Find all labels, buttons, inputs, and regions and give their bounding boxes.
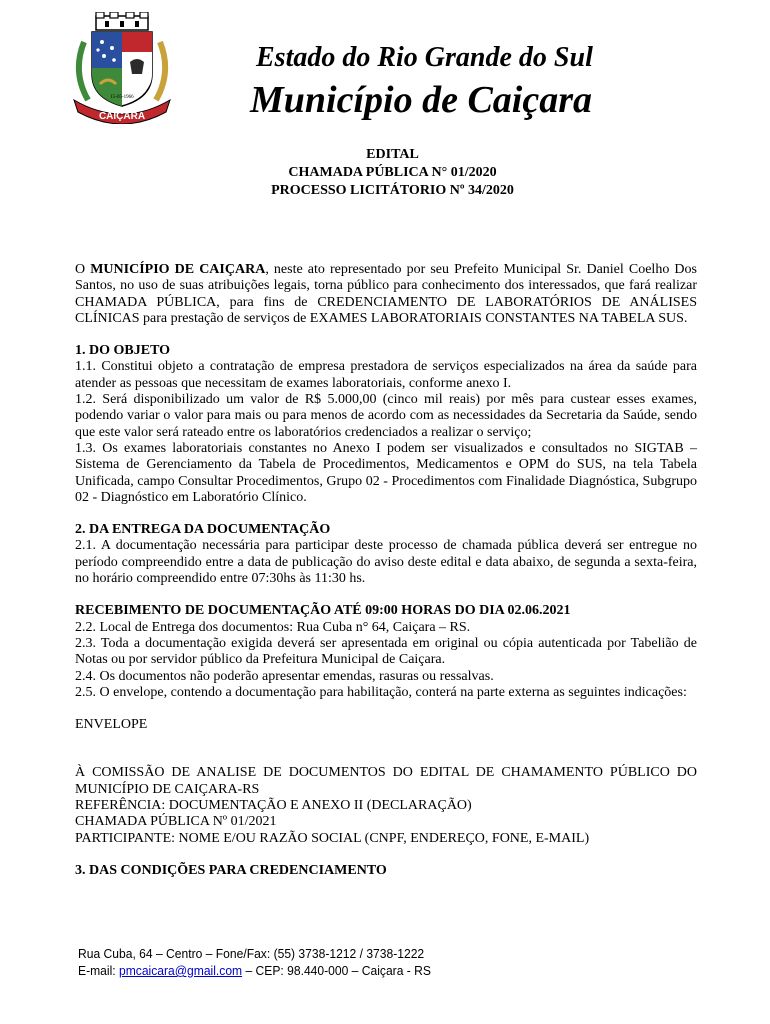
document-heading — [0, 146, 770, 200]
page-footer — [78, 945, 431, 979]
footer-email-label: E-mail: — [78, 963, 119, 978]
section-1-title: 1. DO OBJETO — [75, 343, 171, 359]
receipt-deadline: RECEBIMENTO DE DOCUMENTAÇÃO ATÉ 09:00 HORAS DO DIA 02.06.2021 — [75, 603, 571, 619]
mural-crown-icon — [96, 12, 148, 30]
edital-label: EDITAL — [366, 147, 419, 162]
intro-paragraph — [75, 262, 697, 327]
chamada-publica-number: CHAMADA PÚBLICA N° 01/2020 — [288, 165, 497, 180]
intro-prefix: O — [75, 262, 91, 277]
item-2-1: 2.1. A documentação necessária para participar deste processo de chamada pública deverá ser entregue no período compreendido entre a data de publicação do aviso deste edital e data abaixo, de segunda a sexta-feira, no horário compreendido entre 07:30hs às 11:30 hs. — [75, 538, 697, 587]
crest-ribbon-text: CAIÇARA — [98, 111, 146, 122]
envelope-line-4: PARTICIPANTE: NOME E/OU RAZÃO SOCIAL (CNPF, ENDEREÇO, FONE, E-MAIL) — [75, 830, 590, 846]
footer-email-link[interactable]: pmcaicara@gmail.com — [118, 963, 243, 978]
footer-address: Rua Cuba, 64 – Centro – Fone/Fax: (55) 3738-1212 / 3738-1222 — [78, 946, 425, 961]
item-2-2: 2.2. Local de Entrega dos documentos: Rua Cuba n° 64, Caiçara – RS. — [75, 619, 471, 635]
envelope-line-3: CHAMADA PÚBLICA Nº 01/2021 — [75, 814, 277, 830]
processo-licitatorio-number: PROCESSO LICITÁTORIO Nº 34/2020 — [271, 183, 514, 198]
section-3-title: 3. DAS CONDIÇÕES PARA CREDENCIAMENTO — [75, 862, 387, 878]
document-body — [75, 262, 697, 879]
crest-date: 15-05-1966 — [110, 95, 134, 100]
item-2-4: 2.4. Os documentos não poderão apresentar emendas, rasuras ou ressalvas. — [75, 668, 494, 684]
footer-contact — [78, 962, 431, 979]
item-1-3: 1.3. Os exames laboratoriais constantes no Anexo I podem ser visualizados e consultados no SIGTAB – Sistema de Gerenciamento da Tabela de Procedimentos, Medicamentos e OPM do SUS, na tela Tabela Unificada, campo Consultar Procedimentos, Grupo 02 - Procedimentos com Finalidade Diagnóstica, Subgrupo 02 - Diagnóstico em Laboratório Clínico. — [75, 440, 697, 505]
envelope-label: ENVELOPE — [75, 717, 148, 733]
state-title: Estado do Rio Grande do Sul — [256, 42, 593, 73]
section-2-title: 2. DA ENTREGA DA DOCUMENTAÇÃO — [75, 522, 331, 538]
intro-text: , neste ato representado por seu Prefeito Municipal Sr. Daniel Coelho Dos Santos, no uso de suas atribuições legais, torna público para conhecimento dos interessados, que fará realizar CHAMADA PÚBLICA, para fins de CREDENCIAMENTO DE LABORATÓRIOS DE ANÁLISES CLÍNICAS para prestação de serviços de EXAMES LABORATORIAIS CONSTANTES NA TABELA SUS. — [75, 262, 697, 326]
item-2-5: 2.5. O envelope, contendo a documentação para habilitação, conterá na parte externa as seguintes indicações: — [75, 684, 687, 700]
intro-municipality: MUNICÍPIO DE CAIÇARA — [90, 262, 266, 277]
envelope-line-2: REFERÊNCIA: DOCUMENTAÇÃO E ANEXO II (DECLARAÇÃO) — [75, 798, 472, 814]
item-1-2: 1.2. Será disponibilizado um valor de R$ 5.000,00 (cinco mil reais) por mês para custear esses exames, podendo variar o valor para mais ou para menos de acordo com as necessidades da Secretaria da Saúde, sendo que este valor será rateado entre os laboratórios credenciados a realizar o serviço; — [75, 392, 697, 440]
municipality-title: Município de Caiçara — [250, 79, 593, 121]
item-1-1: 1.1. Constitui objeto a contratação de empresa prestadora de serviços especializados na área da saúde para atender as pessoas que necessitam de exames laboratoriais, conforme anexo I. — [75, 359, 697, 391]
footer-cep: – CEP: 98.440-000 – Caiçara - RS — [242, 963, 431, 978]
municipal-coat-of-arms — [70, 12, 174, 124]
envelope-line-1: À COMISSÃO DE ANALISE DE DOCUMENTOS DO EDITAL DE CHAMAMENTO PÚBLICO DO MUNICÍPIO DE CAIÇARA-RS — [75, 765, 697, 797]
item-2-3: 2.3. Toda a documentação exigida deverá ser apresentada em original ou cópia autenticada por Tabelião de Notas ou por servidor público da Prefeitura Municipal de Caiçara. — [75, 635, 697, 668]
